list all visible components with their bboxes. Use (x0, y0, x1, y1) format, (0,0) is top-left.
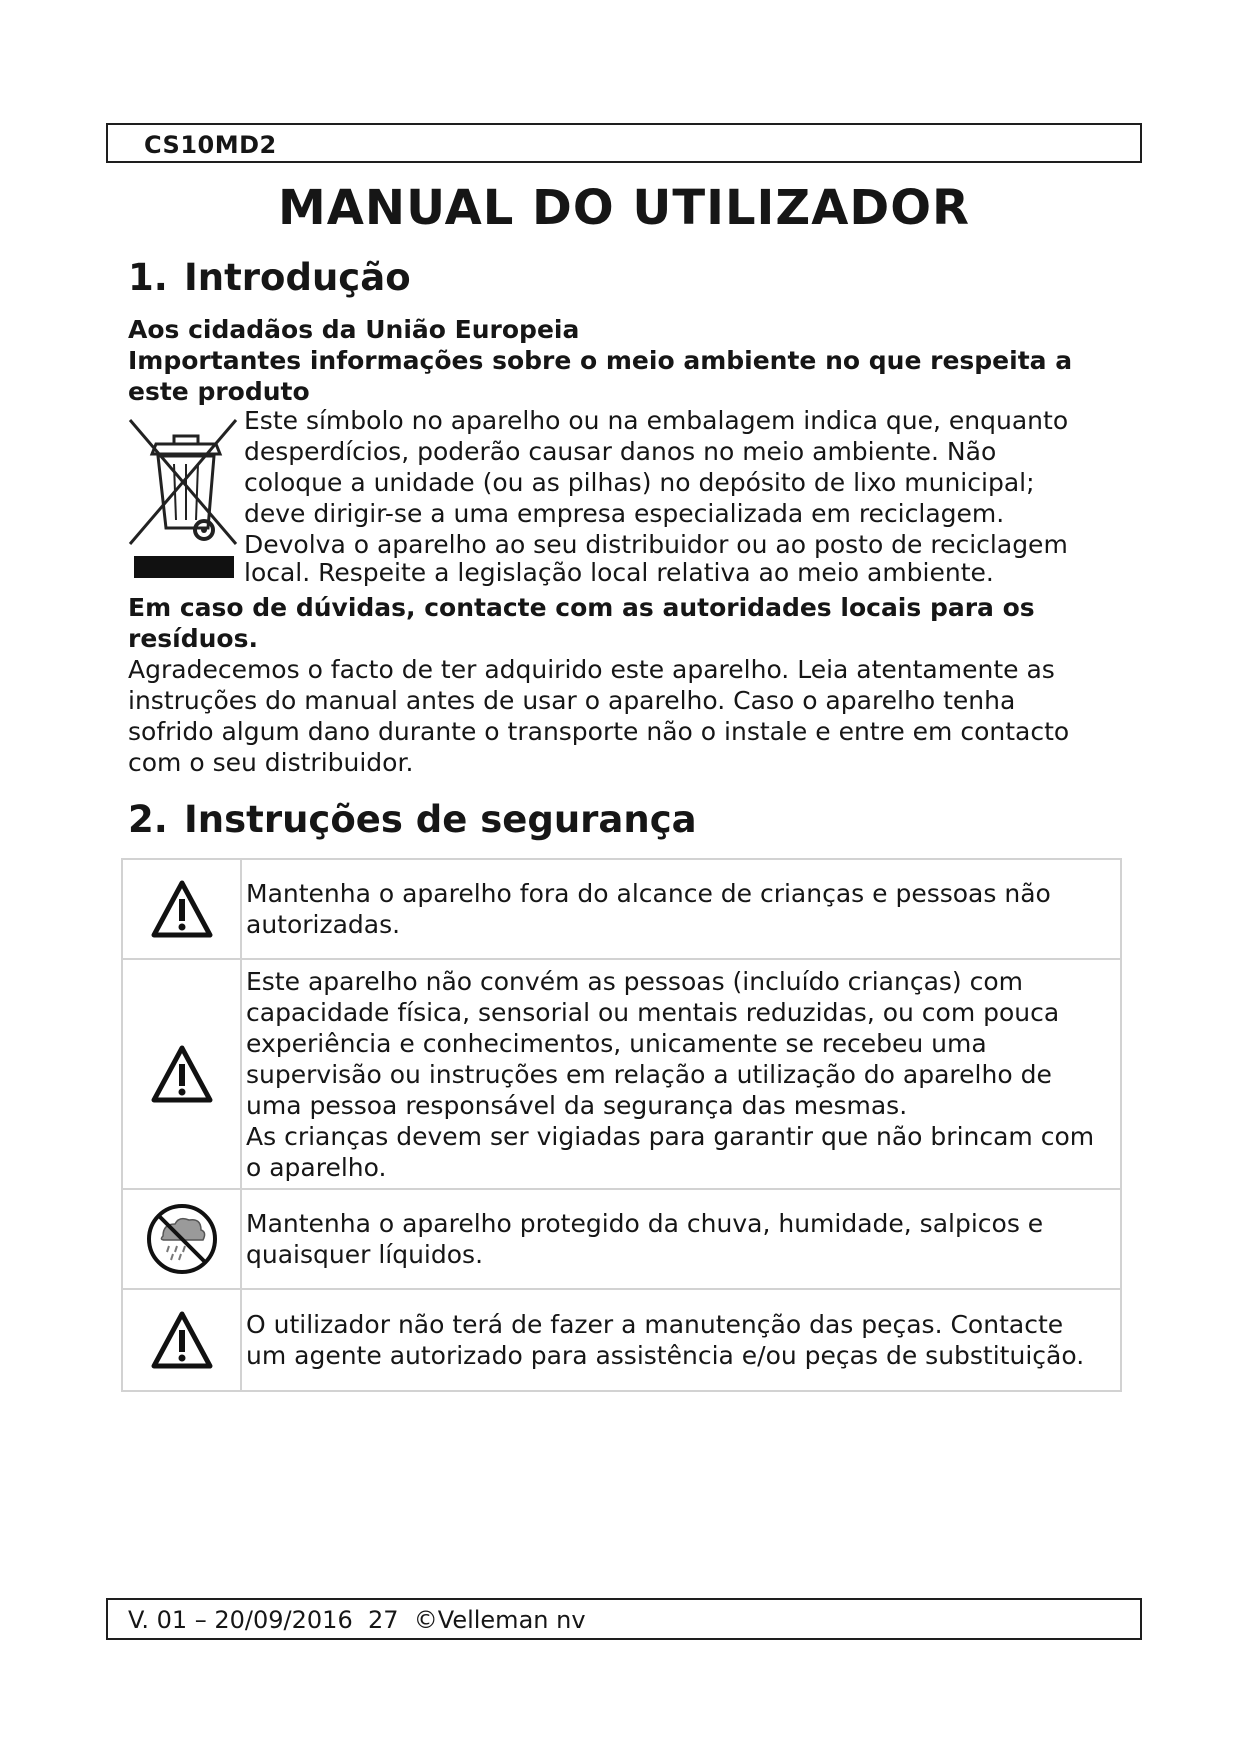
text-cell (241, 1189, 1121, 1289)
row-line: quaisquer líquidos. (246, 1240, 484, 1269)
row-line: um agente autorizado para assistência e/ou peças de substituição. (246, 1341, 1085, 1370)
icon-cell (122, 1189, 241, 1289)
row-line: Mantenha o aparelho protegido da chuva, humidade, salpicos e (246, 1209, 1044, 1238)
footer-box (106, 1598, 1142, 1640)
thanks-line: com o seu distribuidor. (128, 748, 414, 777)
weee-line: local. Respeite a legislação local relativa ao meio ambiente. (244, 558, 994, 587)
weee-line: Este símbolo no aparelho ou na embalagem indica que, enquanto (244, 406, 1069, 435)
icon-cell (122, 1289, 241, 1391)
doubt-line-2: resíduos. (128, 624, 258, 653)
text-cell (241, 1289, 1121, 1391)
row-line: autorizadas. (246, 910, 401, 939)
thanks-line: instruções do manual antes de usar o aparelho. Caso o aparelho tenha (128, 686, 1016, 715)
section-1-number: 1. (128, 256, 168, 299)
section-2-heading (128, 798, 697, 841)
env-heading-line-2: este produto (128, 377, 310, 406)
icon-cell (122, 959, 241, 1189)
section-1-title: Introdução (184, 256, 411, 299)
text-cell (241, 859, 1121, 959)
crossed-out-wheelie-bin-icon (126, 416, 246, 586)
weee-line: coloque a unidade (ou as pilhas) no depósito de lixo municipal; (244, 468, 1035, 497)
section-2-number: 2. (128, 798, 168, 841)
thanks-line: Agradecemos o facto de ter adquirido este aparelho. Leia atentamente as (128, 655, 1055, 684)
table-row (122, 859, 1121, 959)
safety-instructions-table (121, 858, 1122, 1392)
row-line: Este aparelho não convém as pessoas (incluído crianças) com (246, 966, 1024, 996)
icon-cell (122, 859, 241, 959)
doubt-line-1: Em caso de dúvidas, contacte com as autoridades locais para os (128, 593, 1035, 622)
text-cell (241, 959, 1121, 1189)
row-line: uma pessoa responsável da segurança das mesmas. (246, 1090, 908, 1120)
env-heading-line-1: Importantes informações sobre o meio ambiente no que respeita a (128, 346, 1073, 375)
section-2-title: Instruções de segurança (184, 798, 697, 841)
row-line: supervisão ou instruções em relação a utilização do aparelho de (246, 1059, 1052, 1089)
row-line: As crianças devem ser vigiadas para garantir que não brincam com (246, 1121, 1095, 1151)
weee-line: Devolva o aparelho ao seu distribuidor ou ao posto de reciclagem (244, 530, 1068, 559)
row-line: o aparelho. (246, 1152, 387, 1182)
model-code: CS10MD2 (144, 131, 277, 159)
thanks-line: sofrido algum dano durante o transporte não o instale e entre em contacto (128, 717, 1070, 746)
weee-line: deve dirigir-se a uma empresa especializada em reciclagem. (244, 499, 1005, 528)
row-line: Mantenha o aparelho fora do alcance de crianças e pessoas não (246, 879, 1051, 908)
document-title: MANUAL DO UTILIZADOR (278, 180, 970, 236)
section-1-heading (128, 256, 411, 299)
eu-heading: Aos cidadãos da União Europeia (128, 315, 580, 344)
weee-line: desperdícios, poderão causar danos no meio ambiente. Não (244, 437, 997, 466)
header-box (106, 123, 1142, 163)
table-row (122, 1189, 1121, 1289)
table-row (122, 1289, 1121, 1391)
footer-text: V. 01 – 20/09/2016 27 ©Velleman nv (128, 1606, 586, 1634)
table-row (122, 959, 1121, 1189)
row-line: O utilizador não terá de fazer a manutenção das peças. Contacte (246, 1310, 1064, 1339)
warning-triangle-icon (150, 1310, 214, 1370)
row-line: capacidade física, sensorial ou mentais reduzidas, ou com pouca (246, 997, 1060, 1027)
warning-triangle-icon (150, 1044, 214, 1104)
no-rain-icon (145, 1202, 219, 1276)
warning-triangle-icon (150, 879, 214, 939)
row-line: experiência e conhecimentos, unicamente se recebeu uma (246, 1028, 987, 1058)
